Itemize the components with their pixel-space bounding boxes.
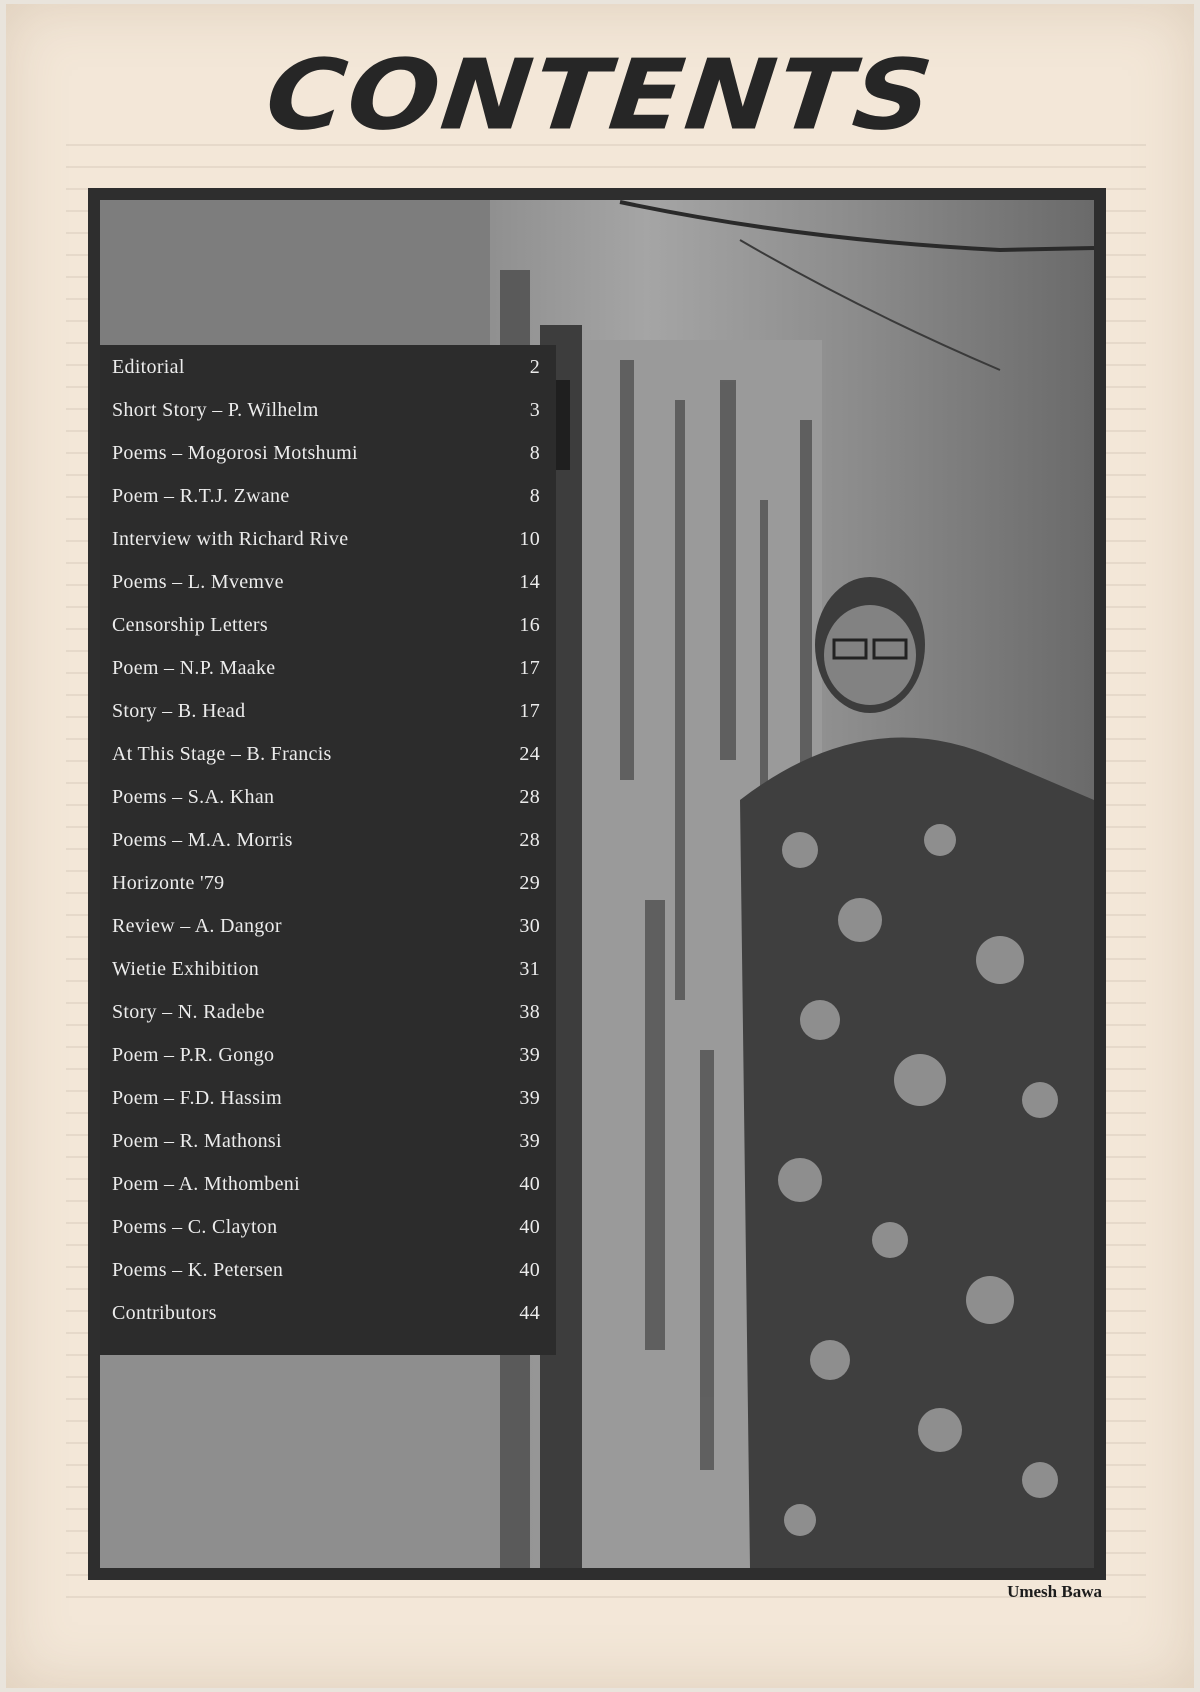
page-title: CONTENTS [260,39,940,152]
toc-entry[interactable] [112,824,540,856]
toc-entry-page: 10 [519,527,540,550]
toc-entry-page: 24 [519,742,540,765]
toc-entry-title: Interview with Richard Rive [112,527,349,550]
toc-entry-title: Poems – M.A. Morris [112,828,293,851]
toc-entry-title: Poems – L. Mvemve [112,570,284,593]
toc-entry[interactable] [112,1082,540,1114]
toc-entry-page: 14 [519,570,540,593]
overhead-wire [620,202,1094,250]
toc-entry-page: 40 [519,1215,540,1238]
toc-entry[interactable] [112,523,540,555]
toc-entry-page: 17 [519,656,540,679]
toc-entry-title: Poems – C. Clayton [112,1215,278,1238]
toc-entry-page: 29 [519,871,540,894]
toc-entry-title: Contributors [112,1301,217,1324]
toc-entry[interactable] [112,996,540,1028]
toc-entry-title: Poems – K. Petersen [112,1258,284,1281]
toc-entry[interactable] [112,437,540,469]
toc-entry[interactable] [112,351,540,383]
toc-entry[interactable] [112,1039,540,1071]
toc-entry[interactable] [112,566,540,598]
toc-entry[interactable] [112,1168,540,1200]
toc-entry[interactable] [112,1297,540,1329]
toc-entry-title: Poem – R.T.J. Zwane [112,484,290,507]
toc-entry[interactable] [112,652,540,684]
toc-entry[interactable] [112,867,540,899]
toc-entry[interactable] [112,695,540,727]
toc-entry-page: 3 [529,398,540,421]
toc-entry-page: 40 [519,1172,540,1195]
toc-entry-page: 28 [519,828,540,851]
toc-entry-page: 31 [519,957,540,980]
toc-entry-page: 38 [519,1000,540,1023]
toc-entry[interactable] [112,953,540,985]
toc-entry-page: 39 [519,1129,540,1152]
toc-entry-title: Poems – S.A. Khan [112,785,275,808]
toc-entry-title: Review – A. Dangor [112,914,282,937]
toc-entry-title: Story – B. Head [112,699,246,722]
toc-entry-title: Horizonte '79 [112,871,225,894]
toc-entry-title: Censorship Letters [112,613,268,636]
toc-entry-title: Poem – F.D. Hassim [112,1086,282,1109]
toc-entry-page: 16 [519,613,540,636]
person-face [824,605,916,705]
toc-entry[interactable] [112,1254,540,1286]
wall-upper [100,200,490,345]
toc-entry-page: 44 [519,1301,540,1324]
toc-entry[interactable] [112,1211,540,1243]
toc-entry-title: Poem – A. Mthombeni [112,1172,300,1195]
photo-credit: Umesh Bawa [1007,1582,1102,1601]
toc-entry-page: 39 [519,1043,540,1066]
toc-entry-page: 30 [519,914,540,937]
contents-panel [100,345,556,1355]
toc-entry[interactable] [112,480,540,512]
toc-entry-title: Story – N. Radebe [112,1000,265,1023]
toc-entry-page: 2 [529,355,540,378]
toc-entry[interactable] [112,738,540,770]
toc-entry-page: 8 [529,484,540,507]
toc-entry-page: 40 [519,1258,540,1281]
toc-entry[interactable] [112,781,540,813]
toc-entry-title: Poems – Mogorosi Motshumi [112,441,358,464]
toc-entry-page: 17 [519,699,540,722]
toc-entry-title: Wietie Exhibition [112,957,260,980]
toc-entry[interactable] [112,609,540,641]
toc-entry[interactable] [112,394,540,426]
toc-entry-title: Poem – R. Mathonsi [112,1129,282,1152]
toc-entry-page: 8 [529,441,540,464]
toc-entry-title: At This Stage – B. Francis [112,742,332,765]
toc-entry-title: Short Story – P. Wilhelm [112,398,319,421]
toc-entry-title: Editorial [112,355,185,378]
toc-entry-page: 28 [519,785,540,808]
toc-entry-page: 39 [519,1086,540,1109]
toc-entry-title: Poem – P.R. Gongo [112,1043,275,1066]
toc-entry[interactable] [112,910,540,942]
toc-entry[interactable] [112,1125,540,1157]
toc-entry-title: Poem – N.P. Maake [112,656,276,679]
